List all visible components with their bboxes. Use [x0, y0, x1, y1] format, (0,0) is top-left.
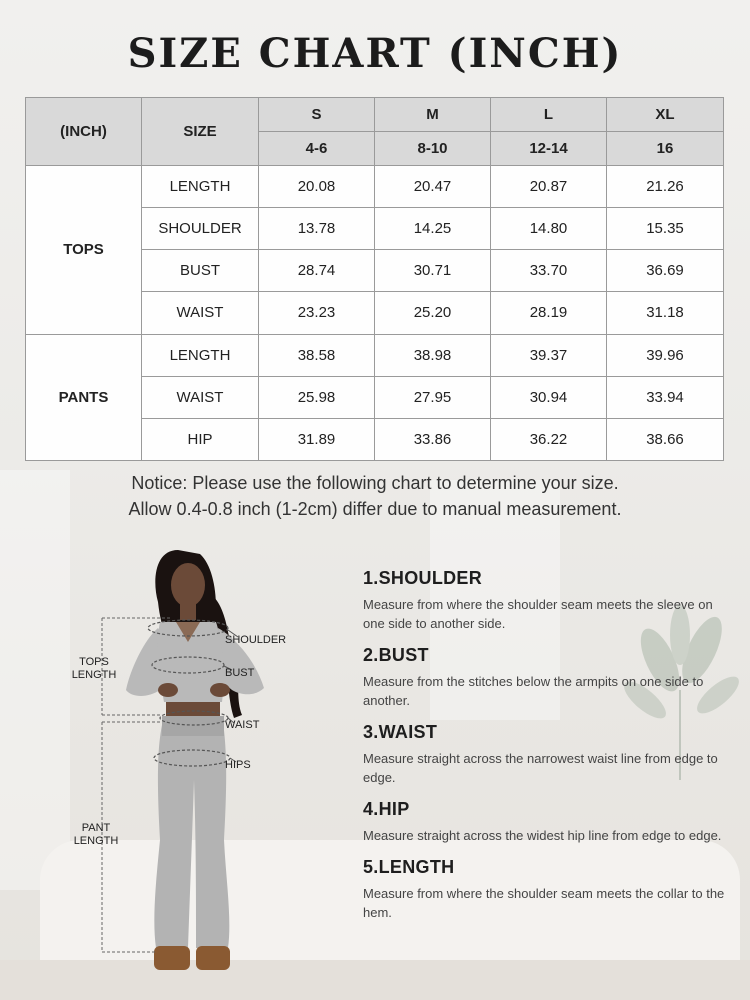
size-header-xl: XL: [607, 98, 724, 132]
table-cell: 28.19: [491, 292, 607, 334]
measurement-figure: [60, 540, 320, 980]
table-cell: 39.96: [607, 334, 724, 376]
us-size-xl: 16: [607, 132, 724, 166]
size-header-s: S: [259, 98, 375, 132]
table-cell: 38.58: [259, 334, 375, 376]
table-cell: 30.71: [375, 250, 491, 292]
table-cell: 33.86: [375, 418, 491, 460]
corner-header: (INCH): [26, 98, 142, 166]
label-hips: HIPS: [225, 759, 251, 771]
table-cell: 27.95: [375, 376, 491, 418]
group-label-tops: TOPS: [26, 166, 142, 335]
instruction-bust: [363, 645, 733, 710]
table-cell: 13.78: [259, 208, 375, 250]
table-cell: 20.87: [491, 166, 607, 208]
instruction-shoulder: [363, 568, 733, 633]
instruction-desc: Measure straight across the widest hip line from edge to edge.: [363, 828, 722, 843]
instruction-hip: [363, 799, 733, 845]
instruction-title: 4.HIP: [363, 799, 410, 819]
table-cell: 38.66: [607, 418, 724, 460]
row-label: BUST: [142, 250, 259, 292]
neck-shape: [180, 602, 196, 620]
table-row: [26, 334, 724, 376]
table-cell: 36.22: [491, 418, 607, 460]
table-cell: 31.18: [607, 292, 724, 334]
table-cell: 39.37: [491, 334, 607, 376]
row-label: LENGTH: [142, 334, 259, 376]
instruction-title: 2.BUST: [363, 645, 429, 665]
label-tops-length: LENGTH: [71, 669, 117, 681]
label-shoulder: SHOULDER: [225, 634, 287, 646]
row-label: HIP: [142, 418, 259, 460]
page-title: SIZE CHART (INCH): [127, 30, 623, 77]
instruction-title: 5.LENGTH: [363, 857, 455, 877]
midriff-shape: [166, 702, 220, 716]
table-cell: 31.89: [259, 418, 375, 460]
instruction-waist: [363, 722, 733, 787]
table-cell: 14.80: [491, 208, 607, 250]
notice-line-1: Notice: Please use the following chart to determine your size.: [131, 473, 619, 493]
label-pant: PANT: [81, 822, 111, 834]
hand-shape: [158, 683, 178, 697]
us-size-m: 8-10: [375, 132, 491, 166]
head-shape: [171, 563, 205, 607]
table-cell: 15.35: [607, 208, 724, 250]
table-cell: 38.98: [375, 334, 491, 376]
table-cell: 23.23: [259, 292, 375, 334]
table-cell: 30.94: [491, 376, 607, 418]
label-pant-length: LENGTH: [73, 835, 119, 847]
table-cell: 33.70: [491, 250, 607, 292]
instruction-desc: Measure from where the shoulder seam meets the collar to the hem.: [363, 886, 725, 920]
instruction-title: 3.WAIST: [363, 722, 438, 742]
waistband-shape: [162, 716, 224, 736]
measure-instructions: [363, 568, 733, 934]
table-cell: 20.47: [375, 166, 491, 208]
notice-text: [0, 470, 750, 522]
table-cell: 20.08: [259, 166, 375, 208]
size-header: SIZE: [142, 98, 259, 166]
table-cell: 21.26: [607, 166, 724, 208]
us-size-l: 12-14: [491, 132, 607, 166]
instruction-length: [363, 857, 733, 922]
boot-shape: [154, 946, 190, 970]
size-chart-table: [25, 97, 724, 461]
label-bust: BUST: [225, 667, 255, 679]
pants-shape: [154, 716, 229, 948]
row-label: LENGTH: [142, 166, 259, 208]
size-header-m: M: [375, 98, 491, 132]
table-cell: 28.74: [259, 250, 375, 292]
table-cell: 25.98: [259, 376, 375, 418]
boot-shape: [196, 946, 230, 970]
row-label: WAIST: [142, 292, 259, 334]
instruction-title: 1.SHOULDER: [363, 568, 483, 588]
table-cell: 36.69: [607, 250, 724, 292]
instruction-desc: Measure from where the shoulder seam meets the sleeve on one side to another side.: [363, 597, 713, 631]
table-row: [26, 166, 724, 208]
instruction-desc: Measure from the stitches below the armpits on one side to another.: [363, 674, 704, 708]
row-label: SHOULDER: [142, 208, 259, 250]
table-cell: 14.25: [375, 208, 491, 250]
notice-line-2: Allow 0.4-0.8 inch (1-2cm) differ due to manual measurement.: [128, 499, 622, 519]
hand-shape: [210, 683, 230, 697]
label-waist: WAIST: [225, 719, 260, 731]
table-cell: 25.20: [375, 292, 491, 334]
size-header-l: L: [491, 98, 607, 132]
group-label-pants: PANTS: [26, 334, 142, 460]
us-size-s: 4-6: [259, 132, 375, 166]
row-label: WAIST: [142, 376, 259, 418]
label-tops: TOPS: [79, 656, 109, 668]
instruction-desc: Measure straight across the narrowest waist line from edge to edge.: [363, 751, 718, 785]
table-cell: 33.94: [607, 376, 724, 418]
